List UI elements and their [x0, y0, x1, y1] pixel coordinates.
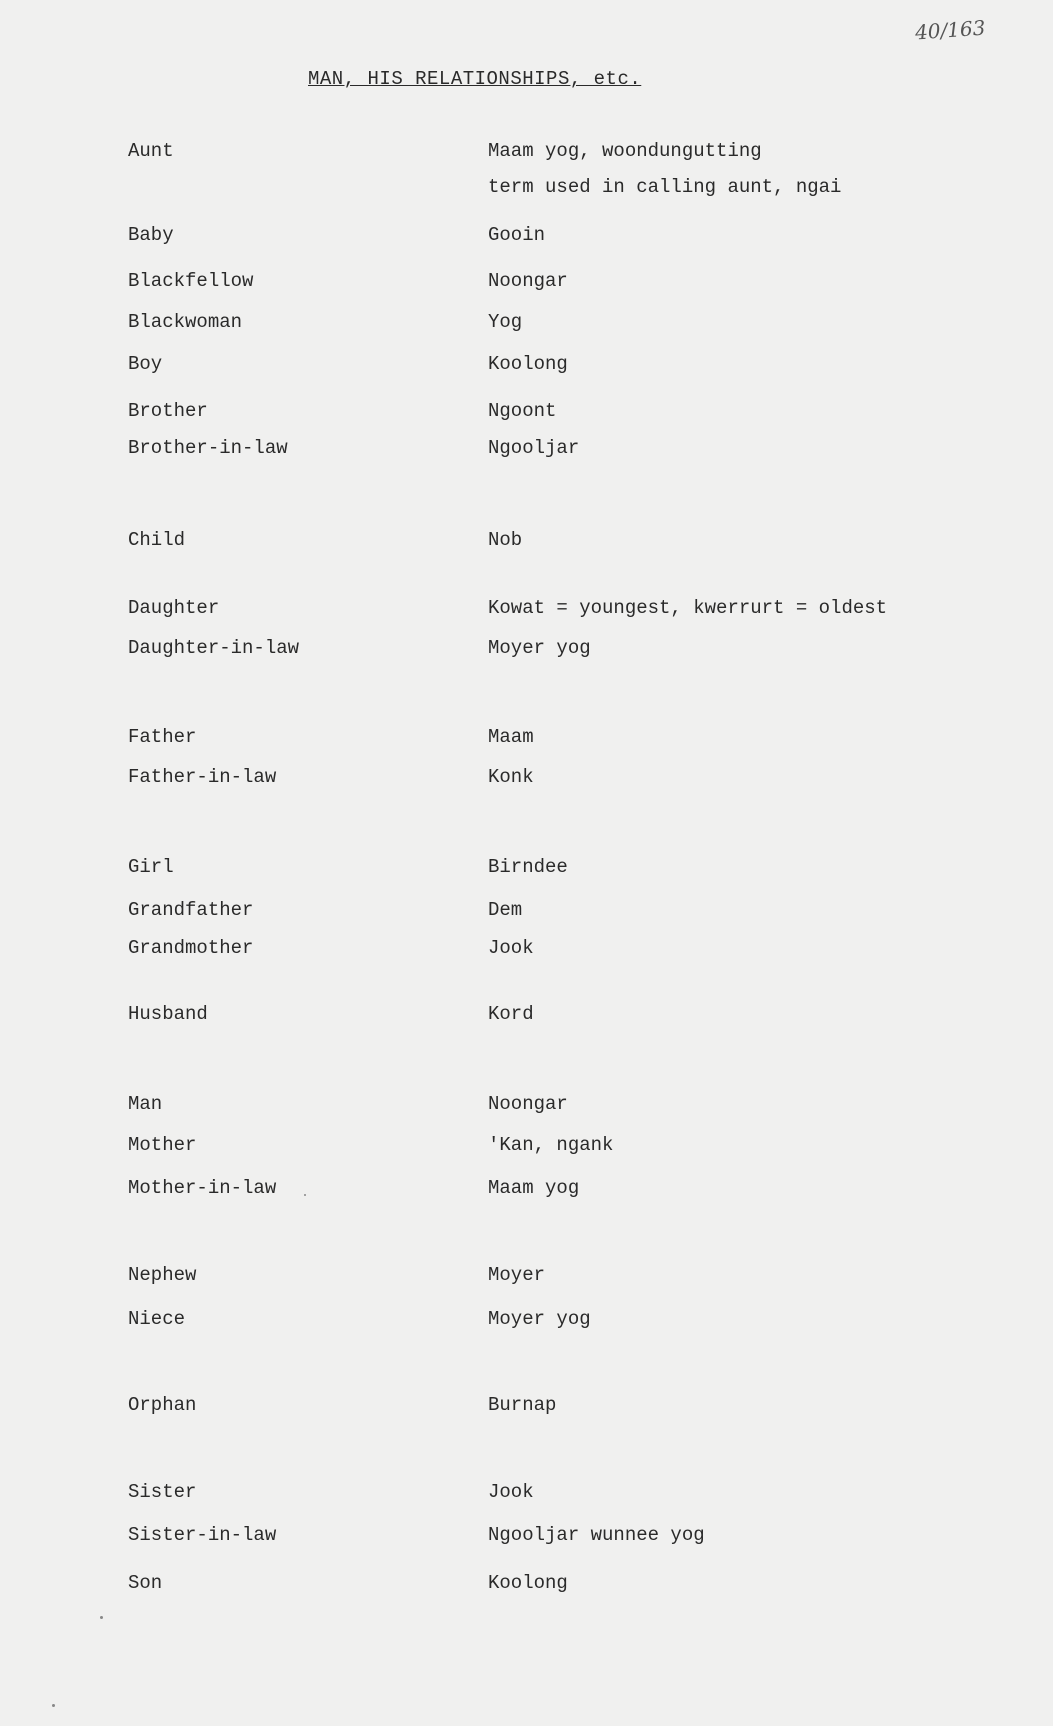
entry-term: Brother-in-law	[128, 437, 288, 459]
entry-term: Husband	[128, 1003, 208, 1025]
entry-meaning: Noongar	[488, 270, 568, 292]
entry-term: Aunt	[128, 140, 174, 162]
entry-row	[0, 1177, 1053, 1205]
entry-row	[0, 1394, 1053, 1422]
entry-row	[0, 1264, 1053, 1292]
entry-meaning: Ngooljar	[488, 437, 580, 459]
entry-term: Grandfather	[128, 899, 254, 921]
entry-row	[0, 1134, 1053, 1162]
entry-term: Nephew	[128, 1264, 197, 1286]
entry-meaning: Jook	[488, 937, 534, 959]
entry-row	[0, 437, 1053, 465]
entry-row	[0, 637, 1053, 665]
handwritten-page-number: 40/163	[914, 15, 987, 45]
entry-meaning: Moyer	[488, 1264, 546, 1286]
entry-meaning: Dem	[488, 899, 523, 921]
entry-row	[0, 597, 1053, 625]
entry-meaning: Moyer yog	[488, 637, 591, 659]
entry-term: Child	[128, 529, 186, 551]
entry-row	[0, 1308, 1053, 1336]
entry-term: Daughter-in-law	[128, 637, 300, 659]
entry-term: Father-in-law	[128, 766, 277, 788]
entry-term: Father	[128, 726, 197, 748]
entry-row	[0, 1481, 1053, 1509]
paper-speck	[304, 1194, 306, 1196]
entry-term: Mother-in-law	[128, 1177, 277, 1199]
entry-meaning: Birndee	[488, 856, 568, 878]
entry-meaning: Maam yog	[488, 1177, 580, 1199]
entry-row	[0, 353, 1053, 381]
page-title: MAN, HIS RELATIONSHIPS, etc.	[308, 68, 642, 90]
entry-term: Sister-in-law	[128, 1524, 277, 1546]
entry-row	[0, 176, 1053, 204]
entry-term: Baby	[128, 224, 174, 246]
entry-row	[0, 726, 1053, 754]
entry-term: Orphan	[128, 1394, 197, 1416]
entry-row	[0, 1524, 1053, 1552]
entry-term: Son	[128, 1572, 163, 1594]
entry-meaning: Maam yog, woondungutting	[488, 140, 762, 162]
entry-meaning: Ngooljar wunnee yog	[488, 1524, 705, 1546]
entry-meaning: Koolong	[488, 1572, 568, 1594]
entry-term: Daughter	[128, 597, 220, 619]
entry-row	[0, 140, 1053, 168]
entry-row	[0, 400, 1053, 428]
entry-meaning: Maam	[488, 726, 534, 748]
entry-meaning: Kord	[488, 1003, 534, 1025]
entry-row	[0, 529, 1053, 557]
entry-meaning: 'Kan, ngank	[488, 1134, 614, 1156]
entry-term: Girl	[128, 856, 174, 878]
entry-row	[0, 224, 1053, 252]
entry-term: Mother	[128, 1134, 197, 1156]
entry-meaning: Burnap	[488, 1394, 557, 1416]
paper-speck	[100, 1616, 103, 1619]
entry-term: Niece	[128, 1308, 186, 1330]
paper-speck	[52, 1704, 55, 1707]
entry-term: Grandmother	[128, 937, 254, 959]
entry-row	[0, 899, 1053, 927]
entry-row	[0, 1093, 1053, 1121]
entry-row	[0, 766, 1053, 794]
entry-term: Blackwoman	[128, 311, 243, 333]
entry-term: Brother	[128, 400, 208, 422]
entry-row	[0, 1003, 1053, 1031]
entry-meaning: Gooin	[488, 224, 546, 246]
entry-meaning: Kowat = youngest, kwerrurt = oldest	[488, 597, 888, 619]
entry-term: Man	[128, 1093, 163, 1115]
entry-row	[0, 311, 1053, 339]
entry-meaning: Noongar	[488, 1093, 568, 1115]
entry-row	[0, 856, 1053, 884]
entry-row	[0, 1572, 1053, 1600]
entry-meaning: Jook	[488, 1481, 534, 1503]
entry-meaning: term used in calling aunt, ngai	[488, 176, 842, 198]
entry-meaning: Nob	[488, 529, 523, 551]
entry-row	[0, 937, 1053, 965]
entry-term: Blackfellow	[128, 270, 254, 292]
entry-term: Sister	[128, 1481, 197, 1503]
entry-meaning: Konk	[488, 766, 534, 788]
entry-meaning: Ngoont	[488, 400, 557, 422]
entry-term: Boy	[128, 353, 163, 375]
entry-meaning: Yog	[488, 311, 523, 333]
entry-row	[0, 270, 1053, 298]
entry-meaning: Moyer yog	[488, 1308, 591, 1330]
entry-meaning: Koolong	[488, 353, 568, 375]
